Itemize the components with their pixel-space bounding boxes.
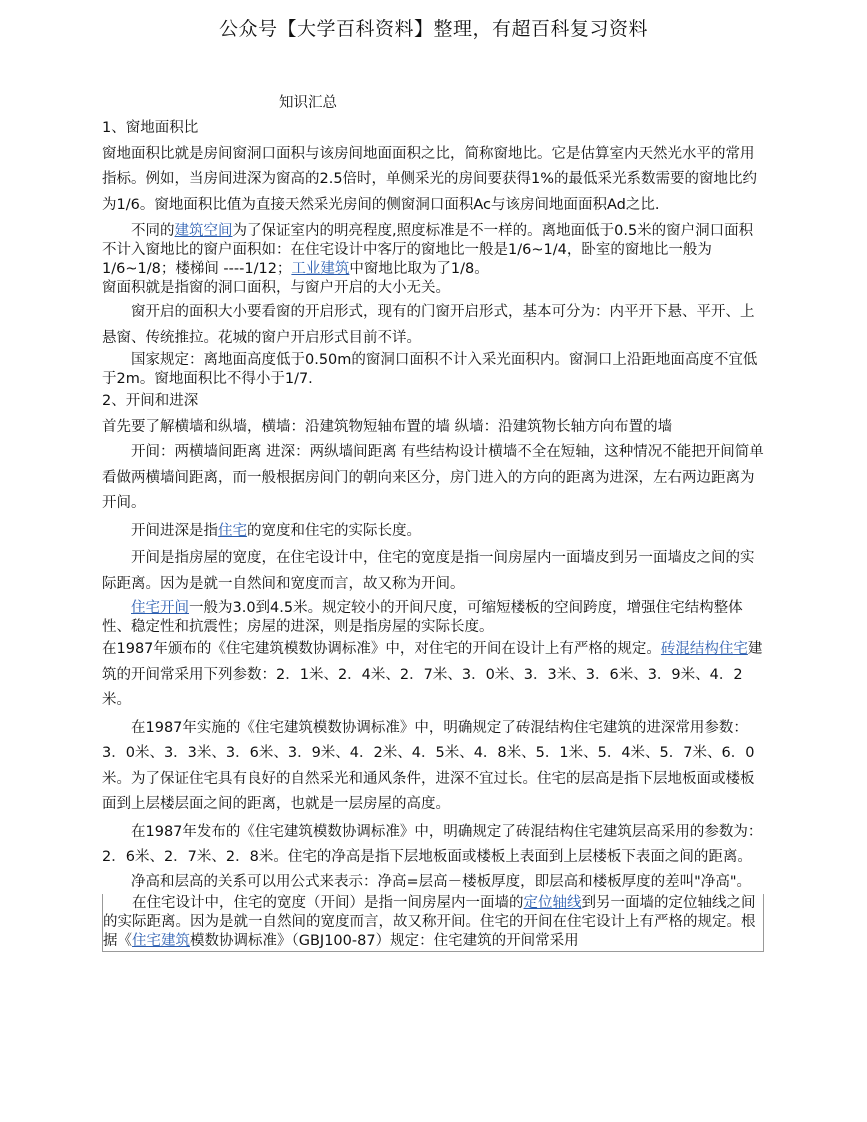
page-header: 公众号【大学百科资料】整理，有超百科复习资料 [218,18,648,40]
paragraph-net-height: 净高和层高的关系可以用公式来表示：净高=层高－楼板厚度，即层高和楼板厚度的差叫"净高"。 [131,873,751,890]
paragraph-national-regulation: 国家规定：离地面高度低于0.50m的窗洞口面积不计入采光面积内。窗洞口上沿距地面高度不宜低于2m。窗地面积比不得小于1/7. [102,352,758,387]
section-1-heading: 1、窗地面积比 [102,120,199,136]
paragraph-bay-depth-meaning: 开间进深是指住宅的宽度和住宅的实际长度。 [131,522,421,539]
link-building-space[interactable]: 建筑空间 [174,223,233,239]
paragraph-window-opening: 窗开启的面积大小要看窗的开启形式，现有的门窗开启形式，基本可分为：内平开下悬、平开、上悬窗、传统推拉。花城的窗户开启形式目前不详。 [102,304,755,346]
paragraph-axis-bay: 在住宅设计中，住宅的宽度（开间）是指一间房屋内一面墙的定位轴线到另一面墙的定位轴线之间的实际距离。因为是就一自然间的宽度而言，故又称开间。住宅的开间在住宅设计上有严格的规定。根据《住宅建筑模数协调标准》（GBJ100-87）规定：住宅建筑的开间常采用 [102,894,764,952]
link-residential-building[interactable]: 住宅建筑 [132,932,190,949]
link-brick-concrete-residence[interactable]: 砖混结构住宅 [660,641,748,657]
section-2-heading: 2、开间和进深 [102,393,199,409]
paragraph-window-area: 窗面积就是指窗的洞口面积，与窗户开启的大小无关。 [102,280,450,296]
document-title: 知识汇总 [279,95,337,111]
paragraph-1987-depth-standard: 在1987年实施的《住宅建筑模数协调标准》中，明确规定了砖混结构住宅建筑的进深常用参数：3．0米、3．3米、3．6米、3．9米、4．2米、4．5米、4．8米、5．1米、5．4米、5．7米、6．0米。为了保证住宅具有良好的自然采光和通风条件，进深不宜过长。住宅的层高是指下层地板面或楼板面到上层楼层面之间的距离，也就是一层房屋的高度。 [102,719,755,812]
paragraph-bay-width: 开间是指房屋的宽度，在住宅设计中，住宅的宽度是指一间房屋内一面墙皮到另一面墙皮之间的实际距离。因为是就一自然间和宽度而言，故又称为开间。 [102,550,755,592]
document-body [102,116,764,952]
paragraph-window-floor-ratio: 窗地面积比就是房间窗洞口面积与该房间地面面积之比，简称窗地比。它是估算室内天然光水平的常用指标。例如，当房间进深为窗高的2.5倍时，单侧采光的房间要获得1%的最低采光系数需要的窗地比约为1/6。窗地面积比值为直接天然采光房间的侧窗洞口面积Ac与该房间地面面积Ad之比. [102,145,758,213]
paragraph-walls: 首先要了解横墙和纵墙，横墙：沿建筑物短轴布置的墙 纵墙：沿建筑物长轴方向布置的墙 [102,418,673,435]
paragraph-space-illumination: 不同的建筑空间为了保证室内的明亮程度,照度标准是不一样的。离地面低于0.5米的窗户洞口面积不计入窗地比的窗户面积如：在住宅设计中客厅的窗地比一般是1/6~1/4，卧室的窗地比一般为1/6~1/8；楼梯间 ----1/12；工业建筑中窗地比取为了1/8。 [102,223,754,277]
paragraph-1987-storey-height: 在1987年发布的《住宅建筑模数协调标准》中，明确规定了砖混结构住宅建筑层高采用的参数为：2．6米、2．7米、2．8米。住宅的净高是指下层地板面或楼板上表面到上层楼板下表面之间的距离。 [102,823,763,865]
link-positioning-axis[interactable]: 定位轴线 [523,894,582,911]
link-residence[interactable]: 住宅 [218,522,247,539]
link-industrial-building[interactable]: 工业建筑 [291,261,350,277]
paragraph-1987-bay-standard: 在1987年颁布的《住宅建筑模数协调标准》中，对住宅的开间在设计上有严格的规定。砖混结构住宅建筑的开间常采用下列参数：2．1米、2．4米、2．7米、3．0米、3．3米、3．6米、3．9米、4．2米。 [102,641,763,708]
paragraph-bay-depth-definition: 开间：两横墙间距离 进深：两纵墙间距离 有些结构设计横墙不全在短轴，这种情况不能把开间简单看做两横墙间距离，而一般根据房间门的朝向来区分，房门进入的方向的距离为进深，左右两边距离为开间。 [102,444,764,511]
paragraph-residence-bay: 住宅开间一般为3.0到4.5米。规定较小的开间尺度，可缩短楼板的空间跨度，增强住宅结构整体性、稳定性和抗震性；房屋的进深，则是指房屋的实际长度。 [102,600,743,635]
link-residence-bay[interactable]: 住宅开间 [131,600,189,616]
